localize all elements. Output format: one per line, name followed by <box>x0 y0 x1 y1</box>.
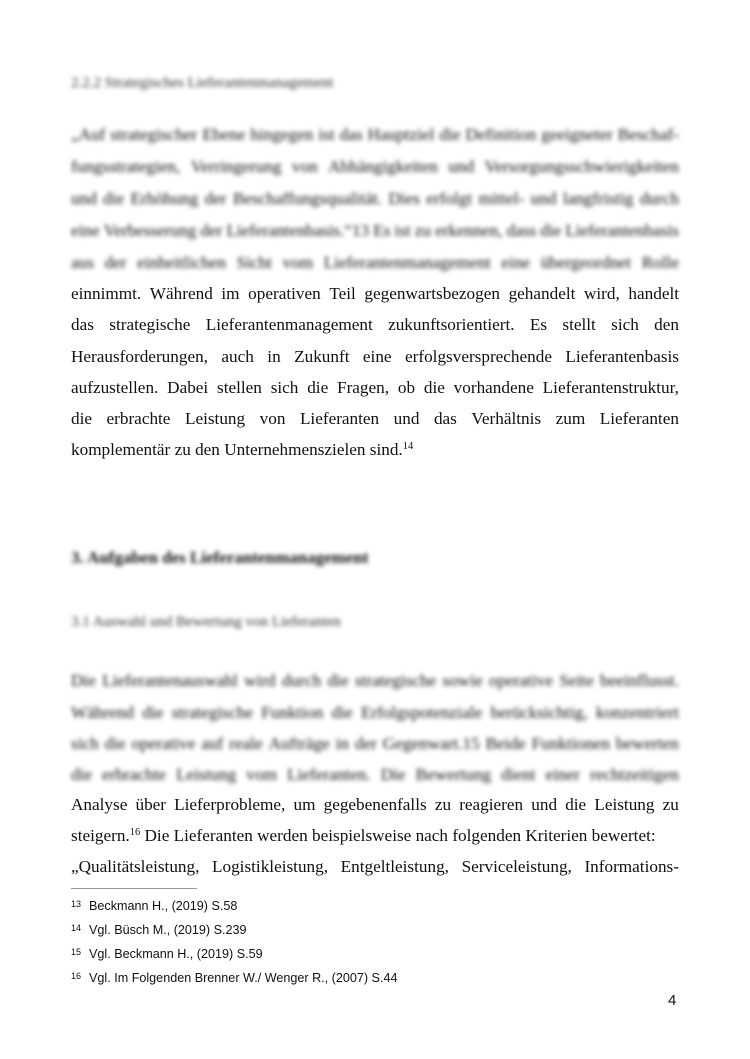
footnote-14: 14 Vgl. Büsch M., (2019) S.239 <box>71 923 247 937</box>
word: berücksichtig, <box>490 703 588 722</box>
word: zum <box>555 409 586 428</box>
word: eine <box>501 253 531 272</box>
footnote-15: 15 Vgl. Beckmann H., (2019) S.59 <box>71 947 263 961</box>
word: Dabei <box>167 378 209 397</box>
paragraph-line-blurred <box>71 188 679 210</box>
word: Dies <box>388 189 420 208</box>
word: zu <box>414 221 432 240</box>
word: strategische <box>171 703 253 722</box>
word: in <box>267 347 281 366</box>
word: Erhöhung <box>130 189 199 208</box>
word: gehandelt <box>508 284 576 303</box>
footnote-separator <box>71 888 197 889</box>
word: und <box>530 189 557 208</box>
word: rechtzeitigen <box>590 765 679 784</box>
word: den <box>654 315 679 334</box>
paragraph-text: steigern. <box>71 826 130 845</box>
word: Leistung <box>184 409 246 428</box>
word: um <box>293 795 316 814</box>
paragraph-line <box>71 408 679 430</box>
word: Ebene <box>202 125 246 144</box>
word: strategische <box>354 671 437 690</box>
word: Funktion <box>261 703 324 722</box>
word: Zukunft <box>294 347 350 366</box>
word: und <box>71 189 97 208</box>
paragraph-last-line <box>71 439 679 461</box>
word: Serviceleistung, <box>461 857 572 876</box>
word: Die <box>71 671 96 690</box>
paragraph-line-blurred <box>71 702 679 724</box>
paragraph-line-blurred <box>71 733 679 755</box>
word: ist <box>318 125 335 144</box>
word: erbrachte <box>106 409 171 428</box>
word: einer <box>545 765 581 784</box>
word: Lieferanten <box>299 409 380 428</box>
word: die <box>71 765 92 784</box>
word: die <box>71 409 92 428</box>
footnote-13: 13 Beckmann H., (2019) S.58 <box>71 899 238 913</box>
word: Lieferantenbasis <box>565 221 679 240</box>
footnote-16: 16 Vgl. Im Folgenden Brenner W./ Wenger R., (2007) S.44 <box>71 971 398 985</box>
footnote-ref-16[interactable]: 16 <box>129 827 141 838</box>
paragraph-line-blurred <box>71 670 679 692</box>
word: operative <box>131 734 196 753</box>
word: Rolle <box>641 253 679 272</box>
word: strategische <box>109 315 191 334</box>
word: im <box>221 284 240 303</box>
word: das <box>433 409 457 428</box>
paragraph-line <box>71 314 679 336</box>
word: die <box>307 378 329 397</box>
word: der <box>104 253 127 272</box>
word: Lieferanten <box>599 409 679 428</box>
word: „Qualitätsleistung, <box>71 857 200 876</box>
word: sich <box>71 734 99 753</box>
word: die <box>142 703 164 722</box>
word: Herausforderungen, <box>71 347 208 366</box>
word: aufzustellen. <box>71 378 159 397</box>
word: bewerten <box>615 734 679 753</box>
word: vom <box>246 765 277 784</box>
word: Abhängigkeiten <box>328 157 438 176</box>
word: sich <box>270 378 299 397</box>
word: einnimmt. <box>71 284 142 303</box>
word: strategischer <box>110 125 198 144</box>
page-number: 4 <box>668 992 677 1009</box>
word: Lieferanten. <box>287 765 371 784</box>
word: zu <box>434 795 452 814</box>
word: vom <box>282 253 314 272</box>
word: Informations- <box>584 857 679 876</box>
word: Sicht <box>236 253 272 272</box>
word: Lieferantenmanagement <box>205 315 373 334</box>
word: die <box>540 221 562 240</box>
word: die <box>439 125 461 144</box>
word: gegenwartsbezogen <box>364 284 500 303</box>
word: aus <box>71 253 94 272</box>
word: Erfolgspotenziale <box>361 703 483 722</box>
word: Gegenwart.15 <box>382 734 480 753</box>
word: Leistung <box>594 795 655 814</box>
word: Lieferantenstruktur, <box>542 378 679 397</box>
word: ist <box>394 221 411 240</box>
word: handelt <box>628 284 679 303</box>
word: die <box>331 703 353 722</box>
word: fungsstrategien, <box>71 157 181 176</box>
word: Teil <box>329 284 356 303</box>
paragraph-line <box>71 346 679 368</box>
word: der <box>204 189 227 208</box>
word: erbrachte <box>102 765 167 784</box>
word: sowie <box>442 671 483 690</box>
word: gegebenenfalls <box>323 795 427 814</box>
word: zukunftsorientiert. <box>388 315 515 334</box>
word: die <box>423 378 445 397</box>
word: Lieferantenbasis <box>565 347 679 366</box>
word: erfolgsversprechende <box>405 347 552 366</box>
paragraph-line-blurred <box>71 124 679 146</box>
paragraph-line <box>71 794 679 816</box>
word: stellt <box>562 315 596 334</box>
word: konzentriert <box>595 703 679 722</box>
footnote-text: Vgl. Im Folgenden Brenner W./ Wenger R., (2007) S.44 <box>89 971 398 985</box>
word: der <box>200 221 223 240</box>
paragraph-text: komplementär zu den Unternehmenszielen sind. <box>71 440 403 459</box>
word: das <box>71 315 94 334</box>
paragraph-line-blurred <box>71 220 679 242</box>
word: wird, <box>583 284 620 303</box>
word: Aufträge <box>268 734 330 753</box>
word: Funktionen <box>531 734 610 753</box>
footnote-text: Beckmann H., (2019) S.58 <box>89 899 238 913</box>
word: Es <box>373 221 391 240</box>
word: Versorgungsschwierigkeiten <box>484 157 679 176</box>
word: beeinflusst. <box>600 671 679 690</box>
word: die <box>104 734 126 753</box>
word: übergeordnet <box>540 253 632 272</box>
word: Seite <box>559 671 594 690</box>
word: und <box>531 795 558 814</box>
word: Beschaffungsqualität. <box>232 189 383 208</box>
word: Lieferantenauswahl <box>102 671 238 690</box>
word: einheitlichen <box>137 253 226 272</box>
section-heading-2-2-2: 2.2.2 Strategisches Lieferantenmanagement <box>71 75 334 91</box>
footnote-text: Vgl. Beckmann H., (2019) S.59 <box>89 947 263 961</box>
word: reagieren <box>459 795 524 814</box>
word: Entgeltleistung, <box>340 857 449 876</box>
paragraph-line <box>71 825 679 847</box>
word: die <box>103 189 125 208</box>
word: hingegen <box>250 125 314 144</box>
word: Lieferantenmanagement <box>323 253 491 272</box>
word: operativen <box>248 284 321 303</box>
word: geeigneter <box>541 125 613 144</box>
word: Verringerung <box>190 157 282 176</box>
word: Lieferantenbasis.“13 <box>226 221 370 240</box>
word: vorhandene <box>453 378 534 397</box>
footnote-ref-14[interactable]: 14 <box>402 441 414 452</box>
word: und <box>448 157 475 176</box>
paragraph-line-blurred <box>71 252 679 274</box>
word: Während <box>149 284 213 303</box>
word: sich <box>611 315 639 334</box>
word: mittel- <box>478 189 525 208</box>
word: Analyse <box>71 795 128 814</box>
word: Bewertung <box>415 765 492 784</box>
word: Beide <box>485 734 526 753</box>
word: Es <box>529 315 548 334</box>
paragraph-text: Die Lieferanten werden beispielsweise nach folgenden Kriterien bewertet: <box>140 826 656 845</box>
word: ob <box>397 378 416 397</box>
word: reale <box>229 734 263 753</box>
word: Logistikleistung, <box>212 857 329 876</box>
word: in <box>335 734 349 753</box>
word: Verhältnis <box>471 409 542 428</box>
word: zu <box>662 795 679 814</box>
paragraph-line-blurred <box>71 764 679 786</box>
word: der <box>354 734 377 753</box>
word: Fragen, <box>337 378 390 397</box>
word: die <box>327 671 349 690</box>
section-heading-3-1: 3.1 Auswahl und Bewertung von Lieferanten <box>71 614 341 630</box>
word: durch <box>282 671 322 690</box>
word: Lieferprobleme, <box>174 795 286 814</box>
word: erfolgt <box>426 189 473 208</box>
word: wird <box>244 671 276 690</box>
word: dass <box>506 221 537 240</box>
word: operative <box>489 671 553 690</box>
chapter-heading-3: 3. Aufgaben des Lieferantenmanagement <box>71 548 369 567</box>
word: von <box>259 409 286 428</box>
word: durch <box>639 189 679 208</box>
word: auch <box>221 347 254 366</box>
footnote-text: Vgl. Büsch M., (2019) S.239 <box>89 923 247 937</box>
word: das <box>339 125 363 144</box>
word: erkennen, <box>435 221 503 240</box>
word: Verbesserung <box>103 221 197 240</box>
paragraph-line <box>71 283 679 305</box>
word: eine <box>362 347 392 366</box>
word: Während <box>71 703 134 722</box>
word: von <box>291 157 318 176</box>
word: stellen <box>217 378 262 397</box>
word: Leistung <box>176 765 237 784</box>
word: langfristig <box>562 189 634 208</box>
word: dient <box>501 765 536 784</box>
word: „Auf <box>71 125 106 144</box>
word: Die <box>380 765 406 784</box>
word: eine <box>71 221 100 240</box>
word: Beschaf- <box>617 125 679 144</box>
word: die <box>565 795 587 814</box>
word: auf <box>201 734 224 753</box>
word: und <box>393 409 420 428</box>
word: Definition <box>465 125 537 144</box>
paragraph-line-blurred <box>71 156 679 178</box>
word: über <box>135 795 167 814</box>
word: Hauptziel <box>367 125 435 144</box>
paragraph-line <box>71 856 679 878</box>
paragraph-line <box>71 377 679 399</box>
